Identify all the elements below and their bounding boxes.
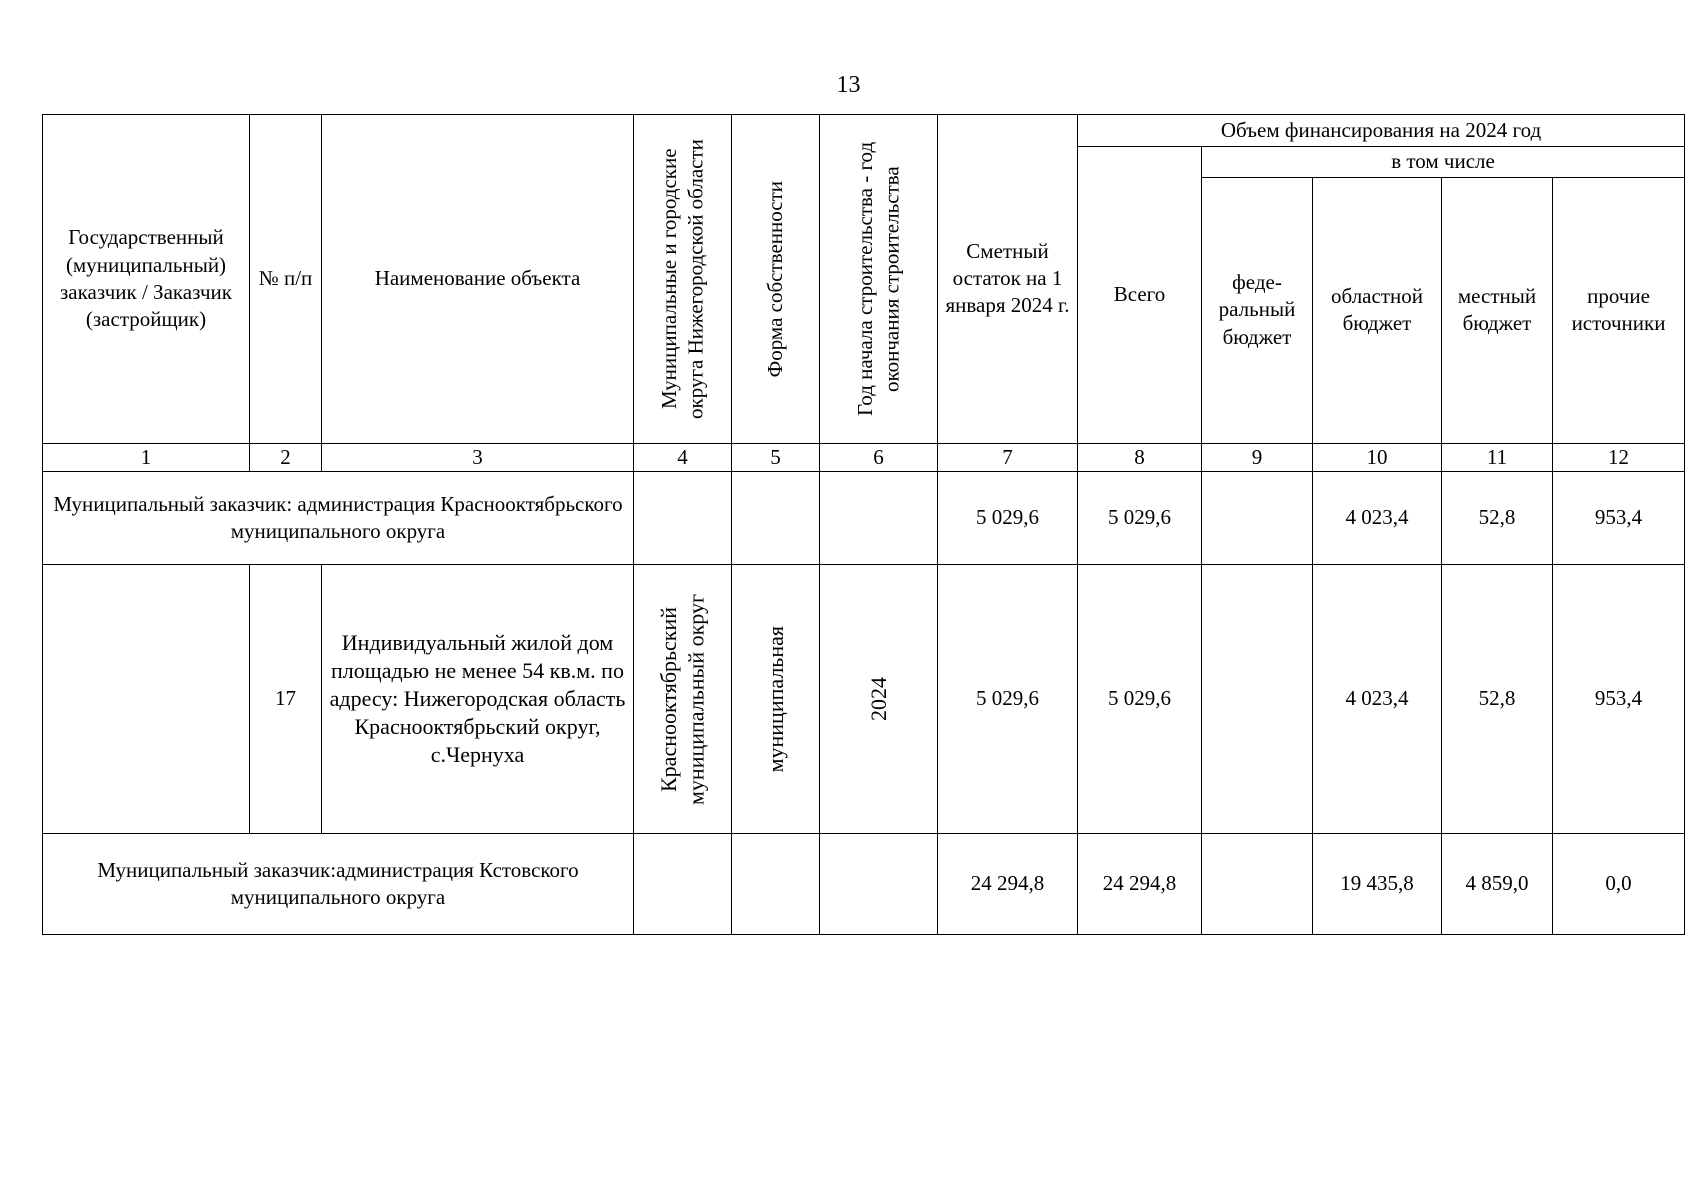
header-estimated-balance: Сметный остаток на 1 января 2024 г.: [938, 115, 1078, 444]
column-number: 7: [938, 443, 1078, 471]
header-including: в том числе: [1202, 147, 1685, 177]
header-funding-volume: Объем финансирования на 2024 год: [1078, 115, 1685, 147]
column-number: 8: [1078, 443, 1202, 471]
district-cell: [634, 564, 732, 833]
federal-cell: [1202, 471, 1313, 564]
total-cell: 24 294,8: [1078, 833, 1202, 934]
customer-cell: [43, 564, 250, 833]
column-number: 2: [250, 443, 322, 471]
table-row-object-17: [43, 564, 1685, 833]
district-cell: [634, 833, 732, 934]
district-text: Краснооктябрьский муниципальный округ: [656, 593, 709, 805]
column-number: 11: [1442, 443, 1553, 471]
total-cell: 5 029,6: [1078, 564, 1202, 833]
years-cell: [820, 833, 938, 934]
estimated-balance-cell: 24 294,8: [938, 833, 1078, 934]
header-districts: [634, 115, 732, 444]
header-total: Всего: [1078, 147, 1202, 443]
years-cell: [820, 471, 938, 564]
local-cell: 52,8: [1442, 564, 1553, 833]
number-cell: 17: [250, 564, 322, 833]
table-row-customer-kstovsky: [43, 833, 1685, 934]
years-cell: [820, 564, 938, 833]
federal-cell: [1202, 833, 1313, 934]
regional-cell: 19 435,8: [1313, 833, 1442, 934]
estimated-balance-cell: 5 029,6: [938, 471, 1078, 564]
ownership-text: муниципальная: [762, 625, 788, 773]
column-number: 6: [820, 443, 938, 471]
customer-name: Муниципальный заказчик:администрация Кстовского муниципального округа: [43, 833, 634, 934]
header-number: № п/п: [250, 115, 322, 444]
ownership-cell: [732, 471, 820, 564]
financing-table: [42, 114, 1685, 935]
column-number: 1: [43, 443, 250, 471]
header-local: местный бюджет: [1442, 177, 1553, 443]
column-number: 5: [732, 443, 820, 471]
regional-cell: 4 023,4: [1313, 471, 1442, 564]
ownership-cell: [732, 564, 820, 833]
page-number: 13: [836, 72, 861, 98]
header-federal: феде-ральный бюджет: [1202, 177, 1313, 443]
total-cell: 5 029,6: [1078, 471, 1202, 564]
table-row-customer-krasnooktyabrsky: [43, 471, 1685, 564]
column-number: 4: [634, 443, 732, 471]
estimated-balance-cell: 5 029,6: [938, 564, 1078, 833]
column-number: 12: [1553, 443, 1685, 471]
header-years-text: Год начала строительства - год окончания строительства: [853, 141, 904, 416]
header-ownership: [732, 115, 820, 444]
local-cell: 4 859,0: [1442, 833, 1553, 934]
other-cell: 953,4: [1553, 564, 1685, 833]
header-years: [820, 115, 938, 444]
ownership-cell: [732, 833, 820, 934]
header-districts-text: Муниципальные и городские округа Нижегородской области: [657, 138, 708, 419]
column-number: 10: [1313, 443, 1442, 471]
column-number: 3: [322, 443, 634, 471]
district-cell: [634, 471, 732, 564]
regional-cell: 4 023,4: [1313, 564, 1442, 833]
header-object-name: Наименование объекта: [322, 115, 634, 444]
other-cell: 953,4: [1553, 471, 1685, 564]
header-ownership-text: Форма собственности: [763, 180, 788, 377]
column-number: 9: [1202, 443, 1313, 471]
header-row-main: [43, 115, 1685, 147]
column-number-row: [43, 443, 1685, 471]
header-other: прочие источники: [1553, 177, 1685, 443]
header-customer: Государственный (муниципальный) заказчик / Заказчик (застройщик): [43, 115, 250, 444]
federal-cell: [1202, 564, 1313, 833]
other-cell: 0,0: [1553, 833, 1685, 934]
header-regional: областной бюджет: [1313, 177, 1442, 443]
object-name-cell: Индивидуальный жилой дом площадью не менее 54 кв.м. по адресу: Нижегородская область Краснооктябрьский округ, с.Чернуха: [322, 564, 634, 833]
customer-name: Муниципальный заказчик: администрация Краснооктябрьского муниципального округа: [43, 471, 634, 564]
local-cell: 52,8: [1442, 471, 1553, 564]
years-text: 2024: [865, 676, 891, 721]
